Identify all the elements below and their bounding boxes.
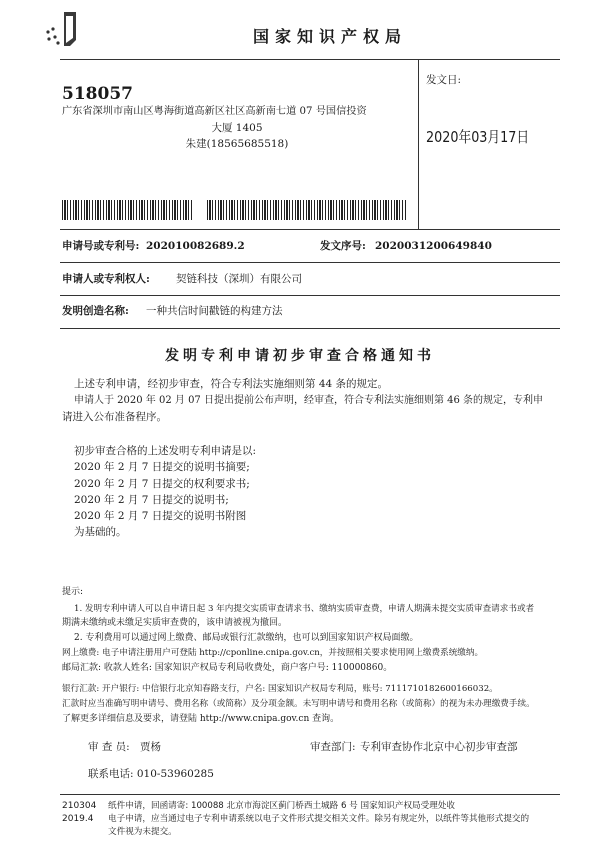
address-line-1: 广东省深圳市南山区粤海街道高新区社区高新南七道 07 号国信投资 [62,106,367,117]
basis-item: 2020 年 2 月 7 日提交的权利要求书; [74,478,250,490]
basis-item: 2020 年 2 月 7 日提交的说明书附图 [74,510,247,522]
recipient: 朱建(18565685518) [185,138,289,150]
footer-electronic-line-1: 电子申请，应当通过电子专利申请系统以电子文件形式提交相关文件。除另有规定外，以纸件等其他形式提交的 [108,814,530,824]
form-date: 2019.4 [62,814,94,824]
address-line-2: 大厦 1405 [211,122,263,134]
notice-para-1: 上述专利申请，经初步审查，符合专利法实施细则第 44 条的规定。 [74,378,389,390]
dispatch-date: 2020年03月17日 [426,128,530,146]
app-no-label: 申请号或专利号: [62,240,140,252]
postal-remittance: 邮局汇款: 收款人姓名: 国家知识产权局专利局收费处，商户客户号: 110000860。 [62,663,393,673]
form-code: 210304 [62,801,97,811]
tips-heading: 提示: [62,587,84,597]
remittance-note-2: 了解更多详细信息及要求，请登陆 http://www.cnipa.gov.cn 查询。 [62,714,340,724]
basis-end: 为基础的。 [74,526,127,538]
contact-phone: 联系电话: 010-53960285 [88,768,214,780]
serial-no: 2020031200649840 [375,240,492,252]
tip-1-line-2: 期满未缴纳或未缴足实质审查费的，该申请被视为撤回。 [62,618,288,628]
address-barcode [62,200,192,220]
dispatch-divider [418,59,419,229]
basis-item: 2020 年 2 月 7 日提交的说明书; [74,494,229,506]
info-rule-3 [60,295,560,296]
remittance-note-1: 汇款时应当准确写明申请号、费用名称（或简称）及分项金额。未写明申请号和费用名称（或简称）的视为未办理缴费手续。 [62,699,535,709]
online-payment: 网上缴费: 电子申请注册用户可登陆 http://cponline.cnipa.gov.cn，并按照相关要求使用网上缴费系统缴纳。 [62,648,484,658]
header-rule [60,59,560,60]
examiner: 贾杨 [140,741,161,753]
address-barcode-2 [207,200,407,220]
tip-1-line-1: 1. 发明专利申请人可以自申请日起 3 年内提交实质审查请求书、缴纳实质审查费，申请人期满未提交实质审查请求书或者 [74,604,535,614]
footer-rule [60,794,560,795]
info-rule-1 [60,229,560,230]
footer-mail-line: 纸件申请，回函请寄: 100088 北京市海淀区蓟门桥西土城路 6 号 国家知识产权局受理处收 [108,801,456,811]
basis-intro: 初步审查合格的上述发明专利申请是以: [74,445,257,457]
postcode: 518057 [62,84,133,104]
tip-2: 2. 专利费用可以通过网上缴费、邮局或银行汇款缴纳，也可以到国家知识产权局面缴。 [74,633,419,643]
bank-remittance: 银行汇款: 开户银行: 中信银行北京知春路支行，户名: 国家知识产权局专利局，账号: 7111710182600166032。 [62,684,498,694]
app-no: 202010082689.2 [146,240,245,252]
invention-title: 一种共信时间戳链的构建方法 [146,305,283,317]
notice-para-2-line-1: 申请人于 2020 年 02 月 07 日提出提前公布声明，经审查，符合专利法实施细则第 46 条的规定，专利申 [74,395,544,406]
basis-item: 2020 年 2 月 7 日提交的说明书摘要; [74,461,250,473]
applicant: 契链科技（深圳）有限公司 [176,273,302,285]
dispatch-date-label: 发文日: [426,74,462,86]
cnipa-logo [40,10,80,50]
footer-electronic-line-2: 文件视为未提交。 [108,827,177,837]
info-rule-4 [60,328,560,329]
applicant-label: 申请人或专利权人: [62,273,150,285]
dept: 专利审查协作北京中心初步审查部 [360,741,518,753]
notice-para-2-line-2: 请进入公布准备程序。 [62,411,167,423]
examiner-label: 审 查 员: [88,741,130,753]
info-rule-2 [60,262,560,263]
notice-heading: 发明专利申请初步审查合格通知书 [165,348,435,364]
title-label: 发明创造名称: [62,305,129,317]
office-name: 国家知识产权局 [252,27,407,46]
dept-label: 审查部门: [310,741,356,753]
serial-label: 发文序号: [320,240,366,252]
